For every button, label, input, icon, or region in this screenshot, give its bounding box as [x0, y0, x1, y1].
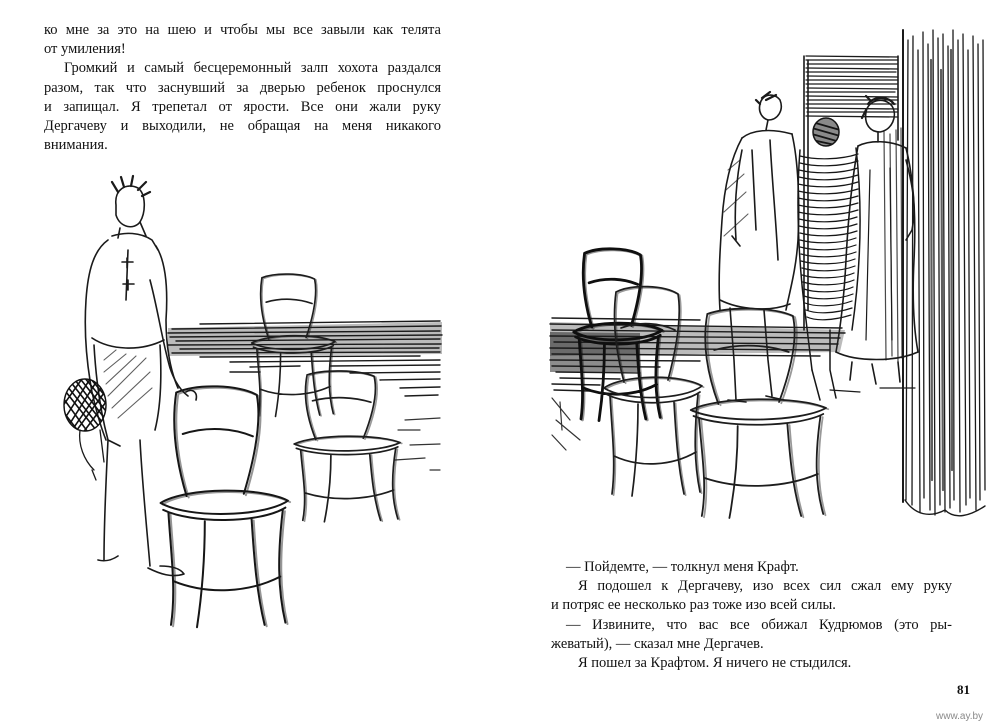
text-line: от умиления! — [44, 41, 126, 58]
watermark: www.ay.by — [936, 711, 984, 722]
text-line: — Пойдемте, — толкнул меня Крафт. — [566, 559, 799, 575]
table — [550, 318, 845, 450]
chair — [161, 386, 290, 627]
striped-figure — [798, 118, 860, 400]
paragraph — [551, 577, 952, 615]
dark-scribble — [42, 376, 113, 436]
text-line: — Извините, что вас все обижал Кудрюмов (это ры- — [566, 616, 952, 633]
paragraph — [551, 616, 952, 654]
paragraph — [551, 558, 952, 577]
curtain — [903, 30, 985, 516]
standing-man — [80, 176, 197, 576]
text-line: внимания. — [44, 137, 108, 154]
text-line: Я подошел к Дергачеву, изо всех сил сжал ему руку — [578, 578, 952, 595]
chair — [252, 274, 337, 416]
paragraph — [44, 21, 441, 59]
text-line: Громкий и самый бесцеремонный залп хохота раздался — [64, 60, 441, 77]
paragraph — [44, 59, 441, 155]
text-line: разом, так что заснувший за дверью ребенок проснулся — [44, 79, 441, 96]
text-line: ко мне за это на шею и чтобы мы все завыли как телята — [44, 22, 441, 38]
right-page-text — [551, 558, 952, 673]
illustration-left — [42, 176, 442, 627]
text-line: жеватый), — сказал мне Дергачев. — [551, 635, 764, 652]
woman-figure — [830, 96, 918, 392]
chair — [574, 249, 664, 421]
chair — [604, 287, 704, 496]
table — [168, 321, 442, 470]
text-line: и потряс ее несколько раз тоже изо всей силы. — [551, 597, 836, 614]
paragraph — [551, 654, 952, 673]
illustration-right — [550, 30, 985, 518]
chair — [691, 309, 828, 518]
text-line: Я пошел за Крафтом. Я ничего не стыдился. — [578, 654, 852, 671]
left-page-text — [44, 21, 441, 155]
chair — [294, 371, 402, 522]
text-line: Дергачеву и выходили, не обращая на меня никакого — [44, 117, 441, 134]
text-line: и запищал. Я трепетал от ярости. Все они жали руку — [44, 98, 441, 115]
page-number: 81 — [957, 682, 970, 697]
doorway — [804, 56, 902, 362]
standing-man-right — [719, 92, 799, 402]
